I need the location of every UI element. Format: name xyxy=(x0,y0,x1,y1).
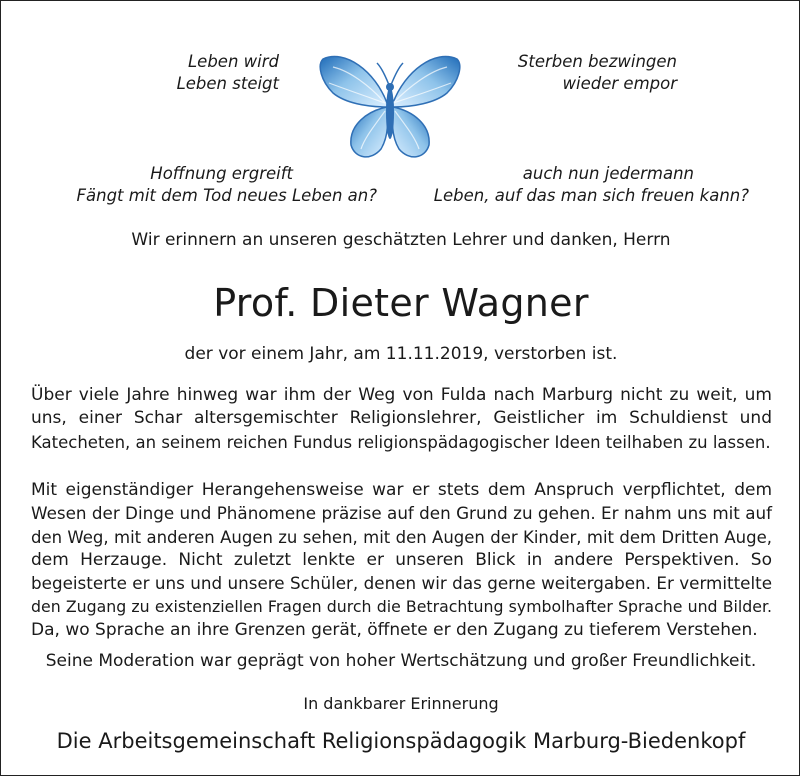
paragraph-line: begeisterte er uns und unsere Schüler, denen wir das gerne weitergaben. Er vermittelte xyxy=(31,573,772,594)
deceased-name: Prof. Dieter Wagner xyxy=(213,281,589,325)
paragraph-line: den Zugang zu existenziellen Fragen durch die Betrachtung symbolhafter Sprache und Bilder. xyxy=(31,597,772,617)
paragraph-2 xyxy=(31,479,772,642)
paragraph-line: uns, einer Schar altersgemischter Religionslehrer, Geistlicher im Schuldienst und xyxy=(31,408,772,429)
poem-top-right xyxy=(481,51,677,95)
closing-line: Seine Moderation war geprägt von hoher Wertschätzung und großer Freundlichkeit. xyxy=(45,651,757,671)
gratitude-line: In dankbarer Erinnerung xyxy=(303,694,499,713)
butterfly-illustration xyxy=(315,41,465,171)
poem-line: Sterben bezwingen xyxy=(517,52,677,71)
poem-line: Leben, auf das man sich freuen kann? xyxy=(433,186,749,205)
poem-top-left xyxy=(121,51,279,95)
poem-line: auch nun jedermann xyxy=(522,164,694,183)
paragraph-line: Da, wo Sprache an ihre Grenzen gerät, öffnete er den Zugang zu tieferem Verstehen. xyxy=(31,619,758,640)
poem-bottom-left xyxy=(71,163,377,207)
paragraph-line: den Weg, mit anderen Augen zu sehen, mit den Augen der Kinder, mit dem Dritten Auge, xyxy=(31,527,772,547)
paragraph-line: dem Herzauge. Nicht zuletzt lenkte er unseren Blick in andere Perspektiven. So xyxy=(31,549,772,570)
poem-line: Hoffnung ergreift xyxy=(150,164,293,183)
signature: Die Arbeitsgemeinschaft Religionspädagogik Marburg-Biedenkopf xyxy=(56,729,746,753)
paragraph-line: Katecheten, an seinem reichen Fundus religionspädagogischer Ideen teilhaben zu lassen. xyxy=(31,432,771,452)
poem-bottom-right xyxy=(421,163,749,207)
paragraph-1 xyxy=(31,384,772,454)
death-date-line: der vor einem Jahr, am 11.11.2019, verstorben ist. xyxy=(184,344,618,364)
poem-line: Leben steigt xyxy=(176,74,279,93)
paragraph-line: Wesen der Dinge und Phänomene präzise auf den Grund zu gehen. Er nahm uns mit auf xyxy=(31,503,772,524)
poem-line: Leben wird xyxy=(187,52,279,71)
poem-line: Fängt mit dem Tod neues Leben an? xyxy=(76,186,377,205)
poem-line: wieder empor xyxy=(562,74,677,93)
paragraph-line: Über viele Jahre hinweg war ihm der Weg von Fulda nach Marburg nicht zu weit, um xyxy=(31,385,772,405)
paragraph-line: Mit eigenständiger Herangehensweise war er stets dem Anspruch verpflichtet, dem xyxy=(31,480,772,500)
intro-line: Wir erinnern an unseren geschätzten Lehrer und danken, Herrn xyxy=(131,230,671,250)
